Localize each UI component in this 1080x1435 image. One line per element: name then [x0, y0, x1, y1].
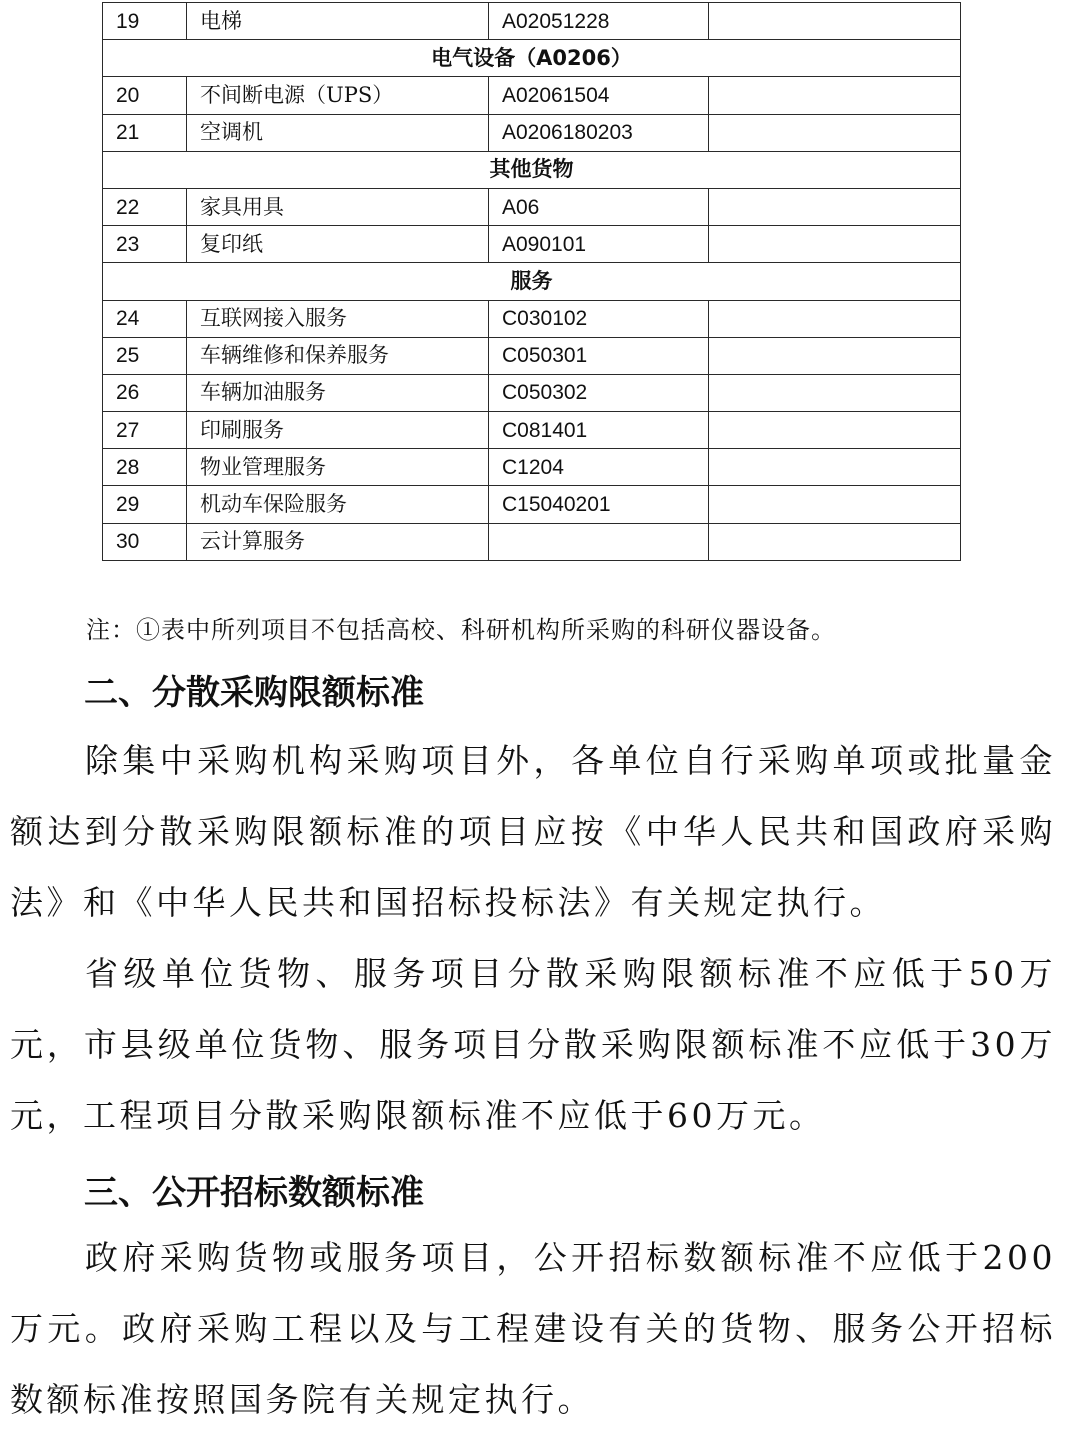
row-number: 24: [103, 300, 187, 337]
row-number: 30: [103, 523, 187, 560]
row-number: 26: [103, 374, 187, 411]
table-row: [103, 77, 961, 114]
item-note: [709, 412, 961, 449]
item-note: [709, 337, 961, 374]
paragraph-decentralized-scope: 除集中采购机构采购项目外，各单位自行采购单项或批量金额达到分散采购限额标准的项目应按《中华人民共和国政府采购法》和《中华人民共和国招标投标法》有关规定执行。: [10, 741, 1056, 922]
table-section-row: [103, 263, 961, 300]
item-note: [709, 486, 961, 523]
item-code: A090101: [489, 226, 709, 263]
row-number: 25: [103, 337, 187, 374]
item-name: 空调机: [187, 114, 489, 151]
paragraph-public-tender-threshold: 政府采购货物或服务项目，公开招标数额标准不应低于200万元。政府采购工程以及与工程建设有关的货物、服务公开招标数额标准按照国务院有关规定执行。: [10, 1238, 1056, 1419]
item-note: [709, 114, 961, 151]
item-code: C030102: [489, 300, 709, 337]
row-number: 23: [103, 226, 187, 263]
table-section-row: [103, 151, 961, 188]
item-name: 物业管理服务: [187, 449, 489, 486]
section-title: 电气设备（A0206）: [103, 40, 961, 77]
table-row: [103, 486, 961, 523]
row-number: 28: [103, 449, 187, 486]
catalog-table-body: [103, 3, 961, 561]
item-name: 电梯: [187, 3, 489, 40]
item-name: 印刷服务: [187, 412, 489, 449]
item-code: A0206180203: [489, 114, 709, 151]
item-note: [709, 77, 961, 114]
procurement-catalog-table: [102, 2, 961, 561]
table-row: [103, 449, 961, 486]
table-row: [103, 337, 961, 374]
row-number: 22: [103, 188, 187, 225]
table-row: [103, 300, 961, 337]
row-number: 27: [103, 412, 187, 449]
item-name: 云计算服务: [187, 523, 489, 560]
item-code: C081401: [489, 412, 709, 449]
row-number: 20: [103, 77, 187, 114]
item-name: 车辆加油服务: [187, 374, 489, 411]
row-number: 19: [103, 3, 187, 40]
item-code: C050302: [489, 374, 709, 411]
item-note: [709, 374, 961, 411]
item-name: 复印纸: [187, 226, 489, 263]
item-name: 家具用具: [187, 188, 489, 225]
row-number: 29: [103, 486, 187, 523]
table-footnote: 注：①表中所列项目不包括高校、科研机构所采购的科研仪器设备。: [86, 616, 836, 644]
section-title: 服务: [103, 263, 961, 300]
item-note: [709, 523, 961, 560]
item-name: 互联网接入服务: [187, 300, 489, 337]
item-note: [709, 188, 961, 225]
item-code: C1204: [489, 449, 709, 486]
table-row: [103, 523, 961, 560]
section-title: 其他货物: [103, 151, 961, 188]
item-code: A02051228: [489, 3, 709, 40]
item-code: C050301: [489, 337, 709, 374]
item-code: A06: [489, 188, 709, 225]
table-row: [103, 114, 961, 151]
item-note: [709, 449, 961, 486]
item-note: [709, 3, 961, 40]
paragraph-decentralized-thresholds: 省级单位货物、服务项目分散采购限额标准不应低于50万元，市县级单位货物、服务项目分散采购限额标准不应低于30万元，工程项目分散采购限额标准不应低于60万元。: [10, 954, 1056, 1135]
item-code: [489, 523, 709, 560]
item-code: A02061504: [489, 77, 709, 114]
table-row: [103, 412, 961, 449]
section-heading-public-tender: 三、公开招标数额标准: [84, 1173, 424, 1213]
item-name: 不间断电源（UPS）: [187, 77, 489, 114]
table-row: [103, 226, 961, 263]
table-row: [103, 374, 961, 411]
item-name: 机动车保险服务: [187, 486, 489, 523]
item-note: [709, 300, 961, 337]
table-row: [103, 3, 961, 40]
table-row: [103, 188, 961, 225]
row-number: 21: [103, 114, 187, 151]
item-name: 车辆维修和保养服务: [187, 337, 489, 374]
item-note: [709, 226, 961, 263]
table-section-row: [103, 40, 961, 77]
section-heading-decentralized-procurement: 二、分散采购限额标准: [84, 673, 424, 713]
item-code: C15040201: [489, 486, 709, 523]
